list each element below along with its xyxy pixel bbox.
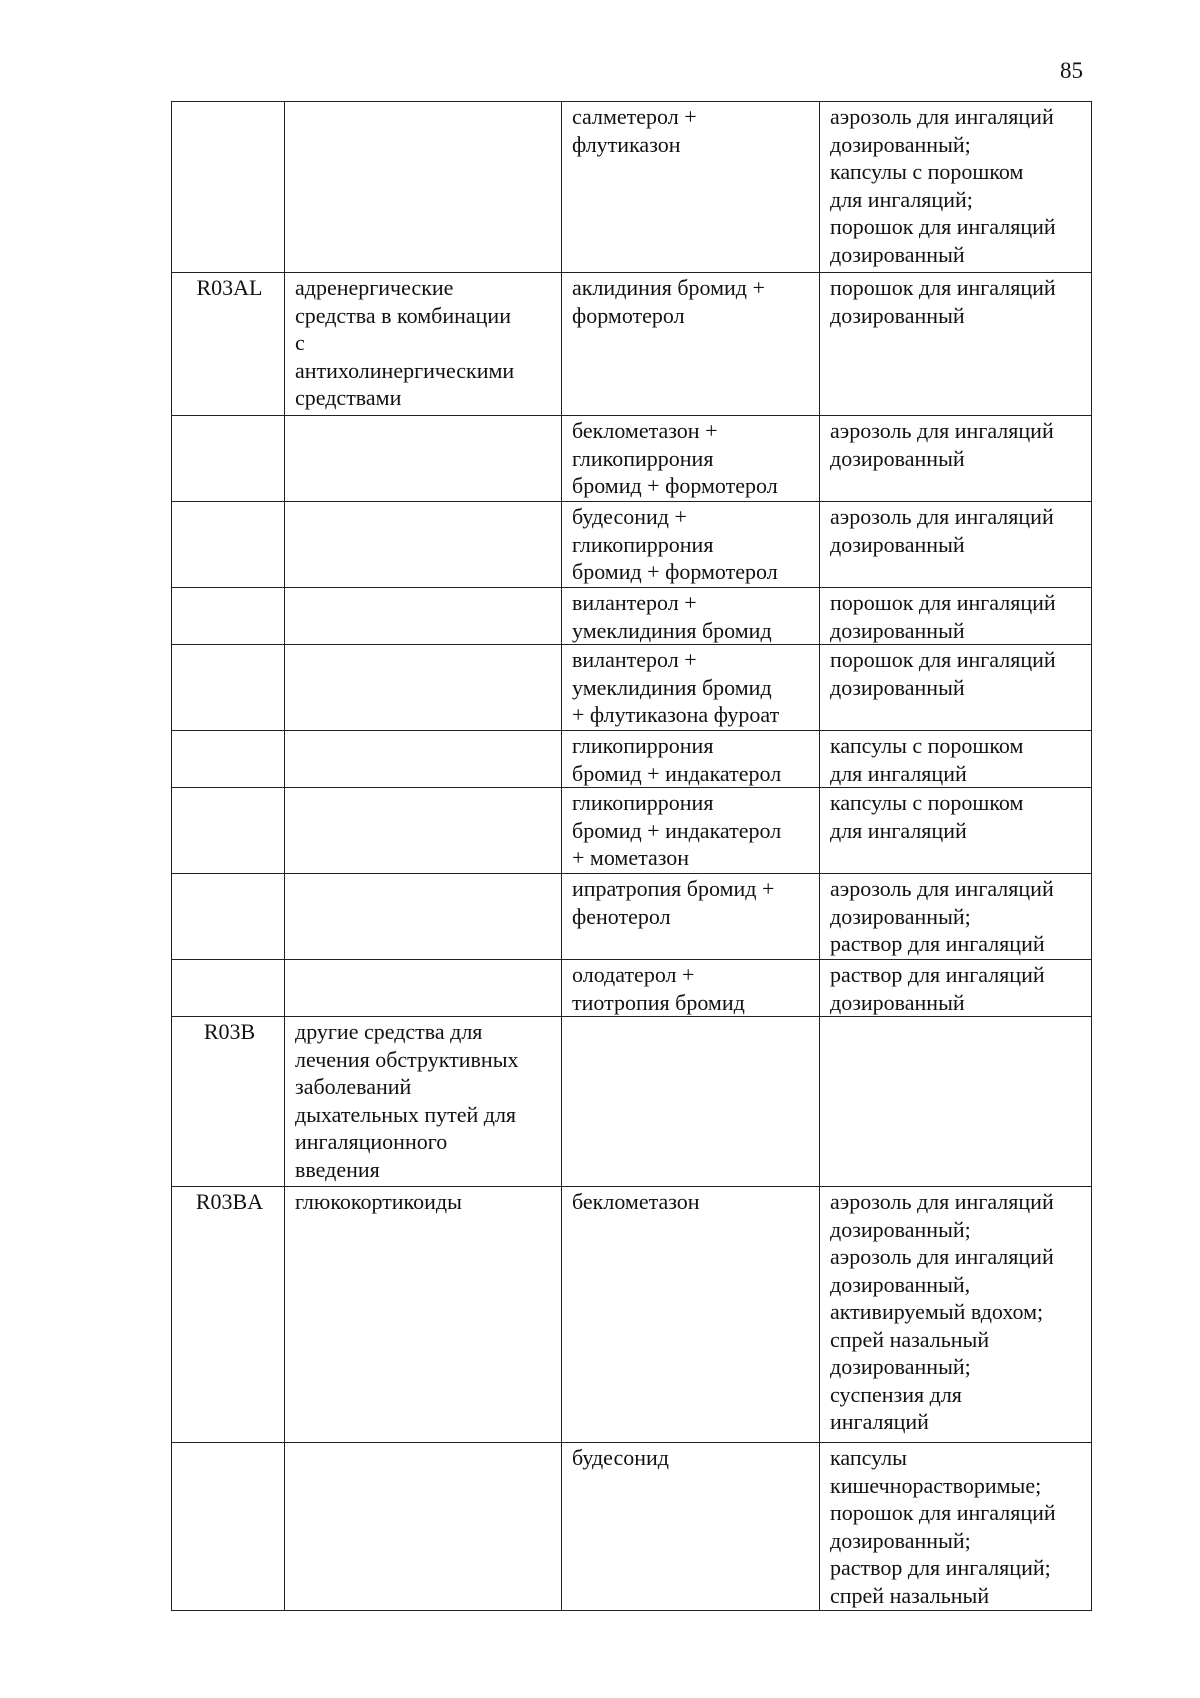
substance-cell: будесонид <box>562 1443 820 1611</box>
group-cell <box>285 588 562 645</box>
group-cell <box>285 874 562 960</box>
atc-code-cell: R03B <box>172 1017 285 1187</box>
dosage-form-cell: аэрозоль для ингаляций дозированный <box>820 416 1092 502</box>
dosage-form-cell: аэрозоль для ингаляций дозированный; раствор для ингаляций <box>820 874 1092 960</box>
table-row <box>172 273 1092 416</box>
substance-cell: аклидиния бромид + формотерол <box>562 273 820 416</box>
atc-code-cell <box>172 645 285 731</box>
table-row <box>172 1443 1092 1611</box>
dosage-form-cell <box>820 1017 1092 1187</box>
dosage-form-cell: аэрозоль для ингаляций дозированный <box>820 502 1092 588</box>
drug-table <box>171 101 1092 1611</box>
atc-code-cell <box>172 588 285 645</box>
substance-cell <box>562 1017 820 1187</box>
table-row <box>172 588 1092 645</box>
group-cell <box>285 960 562 1017</box>
dosage-form-cell: порошок для ингаляций дозированный <box>820 273 1092 416</box>
group-cell: адренергические средства в комбинации с антихолинергическими средствами <box>285 273 562 416</box>
atc-code-cell <box>172 416 285 502</box>
dosage-form-cell: капсулы с порошком для ингаляций <box>820 731 1092 788</box>
substance-cell: беклометазон + гликопиррония бромид + формотерол <box>562 416 820 502</box>
group-cell: глюкокортикоиды <box>285 1187 562 1443</box>
group-cell <box>285 731 562 788</box>
atc-code-cell <box>172 874 285 960</box>
group-cell <box>285 102 562 273</box>
group-cell <box>285 645 562 731</box>
atc-code-cell <box>172 960 285 1017</box>
substance-cell: салметерол + флутиказон <box>562 102 820 273</box>
table-row <box>172 102 1092 273</box>
substance-cell: гликопиррония бромид + индакатерол + мометазон <box>562 788 820 874</box>
group-cell <box>285 502 562 588</box>
dosage-form-cell: капсулы кишечнорастворимые; порошок для ингаляций дозированный; раствор для ингаляций; спрей назальный <box>820 1443 1092 1611</box>
table-row <box>172 1017 1092 1187</box>
atc-code-cell <box>172 1443 285 1611</box>
table-row <box>172 502 1092 588</box>
atc-code-cell <box>172 102 285 273</box>
dosage-form-cell: порошок для ингаляций дозированный <box>820 588 1092 645</box>
substance-cell: беклометазон <box>562 1187 820 1443</box>
group-cell: другие средства для лечения обструктивных заболеваний дыхательных путей для ингаляционного введения <box>285 1017 562 1187</box>
atc-code-cell <box>172 502 285 588</box>
group-cell <box>285 788 562 874</box>
atc-code-cell: R03BA <box>172 1187 285 1443</box>
dosage-form-cell: капсулы с порошком для ингаляций <box>820 788 1092 874</box>
table-row <box>172 874 1092 960</box>
table-row <box>172 960 1092 1017</box>
dosage-form-cell: аэрозоль для ингаляций дозированный; аэрозоль для ингаляций дозированный, активируемый вдохом; спрей назальный дозированный; суспензия для ингаляций <box>820 1187 1092 1443</box>
page-number: 85 <box>1060 58 1083 83</box>
dosage-form-cell: аэрозоль для ингаляций дозированный; капсулы с порошком для ингаляций; порошок для ингаляций дозированный <box>820 102 1092 273</box>
substance-cell: олодатерол + тиотропия бромид <box>562 960 820 1017</box>
substance-cell: ипратропия бромид + фенотерол <box>562 874 820 960</box>
substance-cell: гликопиррония бромид + индакатерол <box>562 731 820 788</box>
substance-cell: будесонид + гликопиррония бромид + формотерол <box>562 502 820 588</box>
atc-code-cell <box>172 788 285 874</box>
group-cell <box>285 416 562 502</box>
group-cell <box>285 1443 562 1611</box>
dosage-form-cell: порошок для ингаляций дозированный <box>820 645 1092 731</box>
substance-cell: вилантерол + умеклидиния бромид + флутиказона фуроат <box>562 645 820 731</box>
table-row <box>172 416 1092 502</box>
table-row <box>172 645 1092 731</box>
substance-cell: вилантерол + умеклидиния бромид <box>562 588 820 645</box>
dosage-form-cell: раствор для ингаляций дозированный <box>820 960 1092 1017</box>
table-row <box>172 731 1092 788</box>
atc-code-cell: R03AL <box>172 273 285 416</box>
atc-code-cell <box>172 731 285 788</box>
table-row <box>172 788 1092 874</box>
table-row <box>172 1187 1092 1443</box>
